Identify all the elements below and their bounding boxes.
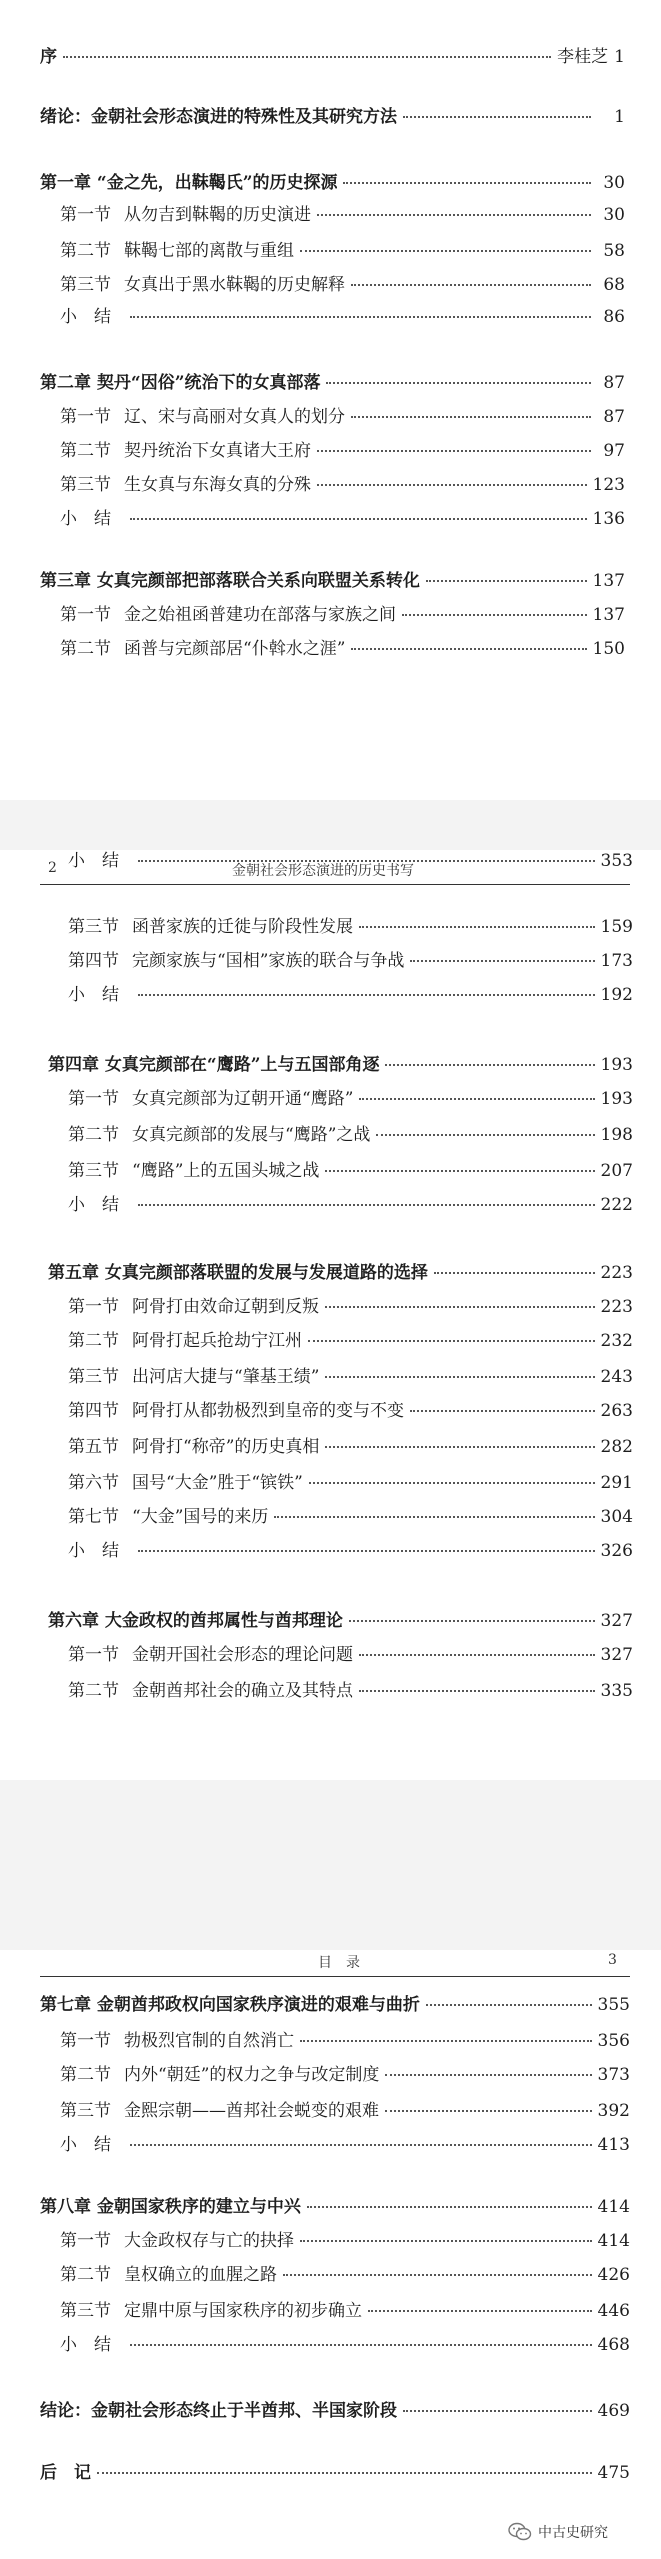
preface-page: 1 — [614, 47, 625, 67]
leader-dots — [325, 1170, 594, 1172]
leader-dots — [402, 614, 587, 616]
section-number: 第一节 — [68, 1089, 119, 1109]
leader-dots — [434, 1272, 595, 1274]
leader-dots — [308, 1340, 595, 1342]
page-ref: 137 — [592, 605, 625, 625]
page-ref: 150 — [592, 639, 625, 659]
section-label: 函普与完颜部居“仆斡水之涯” — [124, 639, 346, 659]
page-ref: 353 — [600, 851, 633, 871]
section-number: 小 结 — [60, 509, 111, 529]
toc-page-3 — [0, 1950, 661, 2559]
section-title — [68, 850, 132, 872]
toc-section-row[interactable] — [68, 1366, 633, 1388]
leader-dots — [368, 2310, 592, 2312]
section-number: 第六节 — [68, 1473, 119, 1493]
leader-dots — [359, 926, 595, 928]
leader-dots — [300, 2240, 592, 2242]
section-title — [68, 1194, 132, 1216]
chapter-title: 绪论：金朝社会形态演进的特殊性及其研究方法 — [40, 107, 397, 127]
leader-dots — [274, 1516, 594, 1518]
chapter-title: 第八章 金朝国家秩序的建立与中兴 — [40, 2197, 301, 2217]
section-title — [68, 1296, 319, 1318]
section-label: 从勿吉到靺鞨的历史演进 — [124, 205, 311, 225]
section-title — [60, 2334, 124, 2356]
section-title — [60, 2064, 379, 2086]
section-number: 第三节 — [60, 475, 111, 495]
section-title — [68, 1472, 303, 1494]
section-label: “大金”国号的来历 — [132, 1507, 269, 1527]
section-title — [60, 2230, 294, 2252]
leader-dots — [325, 1446, 594, 1448]
page-ref: 392 — [597, 2101, 630, 2121]
leader-dots — [138, 860, 595, 862]
leader-dots — [351, 648, 586, 650]
wechat-icon — [508, 2522, 532, 2542]
section-number: 第二节 — [68, 1331, 119, 1351]
section-title — [60, 508, 124, 530]
section-label: 靺鞨七部的离散与重组 — [124, 241, 294, 261]
page-ref: 223 — [600, 1263, 633, 1283]
page-gap-1 — [0, 800, 661, 850]
toc-section-row[interactable] — [68, 1400, 633, 1422]
toc-section-row[interactable] — [68, 1540, 633, 1562]
page-ref: 123 — [592, 475, 625, 495]
page-ref: 355 — [597, 1995, 630, 2015]
leader-dots — [307, 2206, 592, 2208]
chapter-title: 第二章 契丹“因俗”统治下的女真部落 — [40, 373, 321, 393]
section-title — [60, 2300, 362, 2322]
toc-section-row[interactable] — [68, 916, 633, 938]
section-title — [68, 1124, 370, 1146]
section-label: 函普家族的迁徙与阶段性发展 — [132, 917, 353, 937]
section-number: 小 结 — [68, 851, 119, 871]
section-label: 出河店大捷与“肇基王绩” — [132, 1367, 320, 1387]
section-title — [60, 440, 311, 462]
page-ref: 327 — [600, 1611, 633, 1631]
chapter-title: 后 记 — [40, 2463, 91, 2483]
section-number: 第四节 — [68, 951, 119, 971]
section-number: 第一节 — [60, 605, 111, 625]
section-number: 小 结 — [68, 1195, 119, 1215]
watermark-text: 中古史研究 — [538, 2525, 608, 2541]
header-rule — [40, 884, 630, 885]
section-title — [60, 638, 345, 660]
section-title — [68, 984, 132, 1006]
chapter-title: 第五章 女真完颜部落联盟的发展与发展道路的选择 — [48, 1263, 428, 1283]
page-ref: 87 — [603, 373, 625, 393]
toc-section-row[interactable] — [60, 440, 625, 462]
section-label: 金之始祖函普建功在部落与家族之间 — [124, 605, 396, 625]
section-label: 定鼎中原与国家秩序的初步确立 — [124, 2301, 362, 2321]
section-title — [68, 950, 404, 972]
section-number: 第二节 — [60, 441, 111, 461]
section-number: 小 结 — [68, 1541, 119, 1561]
page-ref: 222 — [600, 1195, 633, 1215]
section-label: 生女真与东海女真的分殊 — [124, 475, 311, 495]
page-ref: 426 — [597, 2265, 630, 2285]
toc-preface-row — [40, 46, 625, 68]
leader-dots — [359, 1690, 595, 1692]
page-ref: 1 — [614, 107, 625, 127]
section-title — [68, 1680, 353, 1702]
toc-section-row[interactable] — [68, 1644, 633, 1666]
section-label: 阿骨打由效命辽朝到反叛 — [132, 1297, 319, 1317]
section-label: 金朝酋邦社会的确立及其特点 — [132, 1681, 353, 1701]
leader-dots — [138, 1204, 595, 1206]
toc-chapter-row[interactable] — [48, 1610, 633, 1632]
toc-section-row[interactable] — [68, 984, 633, 1006]
page-ref: 207 — [600, 1161, 633, 1181]
page-ref: 173 — [600, 951, 633, 971]
leader-dots — [317, 484, 587, 486]
leader-dots — [97, 2472, 592, 2474]
section-number: 第五节 — [68, 1437, 119, 1457]
preface-label: 序 — [40, 47, 57, 67]
page-ref: 223 — [600, 1297, 633, 1317]
toc-chapter-row[interactable] — [48, 1262, 633, 1284]
section-label: 金朝开国社会形态的理论问题 — [132, 1645, 353, 1665]
chapter-title: 第六章 大金政权的酋邦属性与酋邦理论 — [48, 1611, 343, 1631]
running-title: 金朝社会形态演进的历史书写 — [232, 863, 414, 879]
toc-section-row[interactable] — [60, 2134, 630, 2156]
toc-chapter-row[interactable] — [40, 570, 625, 592]
toc-section-row[interactable] — [60, 2334, 630, 2356]
leader-dots — [130, 2344, 592, 2346]
section-number: 第一节 — [68, 1645, 119, 1665]
toc-chapter-row[interactable] — [48, 1054, 633, 1076]
toc-section-row[interactable] — [60, 240, 625, 262]
section-title — [60, 306, 124, 328]
page-ref: 159 — [600, 917, 633, 937]
leader-dots — [410, 1410, 595, 1412]
section-label: 金熙宗朝——酋邦社会蜕变的艰难 — [124, 2101, 379, 2121]
section-label: 内外“朝廷”的权力之争与改定制度 — [124, 2065, 380, 2085]
page-ref: 263 — [600, 1401, 633, 1421]
page-ref: 327 — [600, 1645, 633, 1665]
section-label: 契丹统治下女真诸大王府 — [124, 441, 311, 461]
leader-dots — [63, 56, 551, 58]
section-number: 小 结 — [60, 2135, 111, 2155]
leader-dots — [325, 1376, 594, 1378]
leader-dots — [426, 580, 587, 582]
section-number: 第三节 — [60, 275, 111, 295]
watermark — [508, 2522, 608, 2542]
section-number: 第二节 — [60, 639, 111, 659]
section-title — [68, 1644, 353, 1666]
page-ref: 30 — [603, 205, 625, 225]
section-number: 第一节 — [60, 2231, 111, 2251]
toc-section-row[interactable] — [68, 1436, 633, 1458]
section-number: 小 结 — [60, 2335, 111, 2355]
page-ref: 282 — [600, 1437, 633, 1457]
section-title — [68, 1436, 319, 1458]
toc-section-row[interactable] — [60, 508, 625, 530]
toc-section-row[interactable] — [68, 950, 633, 972]
page-ref: 356 — [597, 2031, 630, 2051]
section-title — [68, 1088, 353, 1110]
section-number: 第二节 — [60, 2065, 111, 2085]
toc-section-row[interactable] — [60, 274, 625, 296]
section-number: 小 结 — [60, 307, 111, 327]
toc-section-row[interactable] — [68, 1472, 633, 1494]
page-ref: 193 — [600, 1089, 633, 1109]
page-ref: 446 — [597, 2301, 630, 2321]
leader-dots — [351, 416, 591, 418]
section-number: 第七节 — [68, 1507, 119, 1527]
leader-dots — [317, 214, 591, 216]
section-number: 第一节 — [60, 2031, 111, 2051]
toc-section-row[interactable] — [68, 1124, 633, 1146]
toc-section-row[interactable] — [68, 1194, 633, 1216]
section-number: 第三节 — [60, 2301, 111, 2321]
section-title — [60, 240, 294, 262]
section-title — [68, 1330, 302, 1352]
section-title — [68, 1366, 319, 1388]
leader-dots — [130, 518, 587, 520]
page-ref: 326 — [600, 1541, 633, 1561]
leader-dots — [376, 1134, 594, 1136]
section-label: 辽、宋与高丽对女真人的划分 — [124, 407, 345, 427]
toc-chapter-row[interactable] — [40, 372, 625, 394]
leader-dots — [385, 2110, 592, 2112]
toc-section-row[interactable] — [68, 1680, 633, 1702]
section-number: 第二节 — [68, 1681, 119, 1701]
section-number: 第三节 — [60, 2101, 111, 2121]
toc-chapter-row[interactable] — [40, 2196, 630, 2218]
leader-dots — [403, 2410, 592, 2412]
page-ref: 291 — [600, 1473, 633, 1493]
toc-section-row[interactable] — [68, 1330, 633, 1352]
toc-section-row[interactable] — [60, 474, 625, 496]
page-ref: 413 — [597, 2135, 630, 2155]
section-number: 第一节 — [68, 1297, 119, 1317]
page-ref: 304 — [600, 1507, 633, 1527]
header-rule — [40, 1976, 630, 1977]
leader-dots — [325, 1306, 595, 1308]
section-number: 第二节 — [60, 2265, 111, 2285]
toc-chapter-row[interactable] — [40, 1994, 630, 2016]
section-label: 大金政权存与亡的抉择 — [124, 2231, 294, 2251]
toc-section-row[interactable] — [68, 1506, 633, 1528]
chapter-title: 结论：金朝社会形态终止于半酋邦、半国家阶段 — [40, 2401, 397, 2421]
section-number: 第一节 — [60, 205, 111, 225]
toc-section-row[interactable] — [60, 604, 625, 626]
leader-dots — [343, 182, 591, 184]
toc-section-row[interactable] — [60, 2300, 630, 2322]
section-title — [60, 2100, 379, 2122]
section-label: 女真出于黑水靺鞨的历史解释 — [124, 275, 345, 295]
toc-page-1 — [0, 0, 661, 800]
page-ref: 137 — [592, 571, 625, 591]
section-title — [60, 2030, 294, 2052]
leader-dots — [317, 450, 591, 452]
page-ref: 373 — [597, 2065, 630, 2085]
page-ref: 136 — [592, 509, 625, 529]
chapter-title: 第一章 “金之先，出靺鞨氏”的历史探源 — [40, 173, 338, 193]
toc-section-row[interactable] — [68, 850, 633, 872]
section-label: 国号“大金”胜于“镔铁” — [132, 1473, 303, 1493]
page-ref: 198 — [600, 1125, 633, 1145]
section-label: 勃极烈官制的自然消亡 — [124, 2031, 294, 2051]
section-number: 小 结 — [68, 985, 119, 1005]
toc-section-row[interactable] — [68, 1160, 633, 1182]
page-ref: 414 — [597, 2197, 630, 2217]
section-title — [68, 916, 353, 938]
section-number: 第二节 — [68, 1125, 119, 1145]
toc-page-2 — [0, 850, 661, 1850]
section-label: 女真完颜部的发展与“鹰路”之战 — [132, 1125, 371, 1145]
leader-dots — [385, 2074, 591, 2076]
toc-section-row[interactable] — [60, 406, 625, 428]
leader-dots — [359, 1098, 594, 1100]
section-number: 第三节 — [68, 917, 119, 937]
page-ref: 30 — [603, 173, 625, 193]
section-title — [60, 474, 311, 496]
leader-dots — [300, 250, 591, 252]
page-ref: 335 — [600, 1681, 633, 1701]
section-number: 第四节 — [68, 1401, 119, 1421]
page-ref: 232 — [600, 1331, 633, 1351]
toc-section-row[interactable] — [68, 1088, 633, 1110]
leader-dots — [359, 1654, 595, 1656]
preface-author: 李桂芝 — [557, 47, 609, 67]
leader-dots — [403, 116, 591, 118]
leader-dots — [138, 1550, 595, 1552]
page-ref: 243 — [600, 1367, 633, 1387]
section-label: 阿骨打“称帝”的历史真相 — [132, 1437, 320, 1457]
leader-dots — [309, 1482, 595, 1484]
chapter-title: 第四章 女真完颜部在“鹰路”上与五国部角逐 — [48, 1055, 380, 1075]
toc-section-row[interactable] — [60, 638, 625, 660]
page-ref: 468 — [597, 2335, 630, 2355]
leader-dots — [410, 960, 594, 962]
leader-dots — [138, 994, 595, 996]
section-number: 第三节 — [68, 1161, 119, 1181]
page-number: 3 — [608, 1952, 617, 1968]
toc-chapter-row[interactable] — [40, 106, 625, 128]
toc-chapter-row[interactable] — [40, 2400, 630, 2422]
page-ref: 414 — [597, 2231, 630, 2251]
leader-dots — [130, 2144, 592, 2146]
section-title — [60, 406, 345, 428]
leader-dots — [426, 2004, 592, 2006]
page-ref: 68 — [603, 275, 625, 295]
page-ref: 193 — [600, 1055, 633, 1075]
toc-section-row[interactable] — [60, 2064, 630, 2086]
page-ref: 86 — [603, 307, 625, 327]
toc-section-row[interactable] — [60, 2100, 630, 2122]
section-label: 女真完颜部为辽朝开通“鹰路” — [132, 1089, 354, 1109]
toc-chapter-row[interactable] — [40, 172, 625, 194]
toc-section-row[interactable] — [60, 2230, 630, 2252]
leader-dots — [283, 2274, 592, 2276]
chapter-title: 第七章 金朝酋邦政权向国家秩序演进的艰难与曲折 — [40, 1995, 420, 2015]
section-title — [68, 1540, 132, 1562]
section-number: 第三节 — [68, 1367, 119, 1387]
section-label: “鹰路”上的五国头城之战 — [132, 1161, 320, 1181]
leader-dots — [351, 284, 591, 286]
section-number: 第一节 — [60, 407, 111, 427]
toc-section-row[interactable] — [60, 306, 625, 328]
leader-dots — [130, 316, 591, 318]
page-number: 2 — [48, 860, 57, 876]
section-title — [60, 204, 311, 226]
page-gap-2 — [0, 1780, 661, 1950]
leader-dots — [349, 1620, 595, 1622]
leader-dots — [326, 382, 591, 384]
section-title — [68, 1400, 404, 1422]
section-label: 完颜家族与“国相”家族的联合与争战 — [132, 951, 405, 971]
running-title: 目 录 — [318, 1955, 360, 1971]
page-ref: 58 — [603, 241, 625, 261]
leader-dots — [300, 2040, 592, 2042]
page-ref: 97 — [603, 441, 625, 461]
section-title — [60, 604, 396, 626]
section-label: 阿骨打起兵抢劫宁江州 — [132, 1331, 302, 1351]
toc-chapter-row[interactable] — [40, 2462, 630, 2484]
toc-section-row[interactable] — [60, 204, 625, 226]
section-title — [60, 274, 345, 296]
toc-section-row[interactable] — [60, 2030, 630, 2052]
chapter-title: 第三章 女真完颜部把部落联合关系向联盟关系转化 — [40, 571, 420, 591]
leader-dots — [385, 1064, 594, 1066]
section-number: 第二节 — [60, 241, 111, 261]
section-label: 皇权确立的血腥之路 — [124, 2265, 277, 2285]
section-title — [68, 1160, 319, 1182]
toc-section-row[interactable] — [60, 2264, 630, 2286]
section-title — [60, 2264, 277, 2286]
section-title — [68, 1506, 268, 1528]
page-ref: 469 — [597, 2401, 630, 2421]
section-title — [60, 2134, 124, 2156]
section-label: 阿骨打从都勃极烈到皇帝的变与不变 — [132, 1401, 404, 1421]
toc-section-row[interactable] — [68, 1296, 633, 1318]
page-ref: 87 — [603, 407, 625, 427]
page-ref: 475 — [597, 2463, 630, 2483]
page-ref: 192 — [600, 985, 633, 1005]
